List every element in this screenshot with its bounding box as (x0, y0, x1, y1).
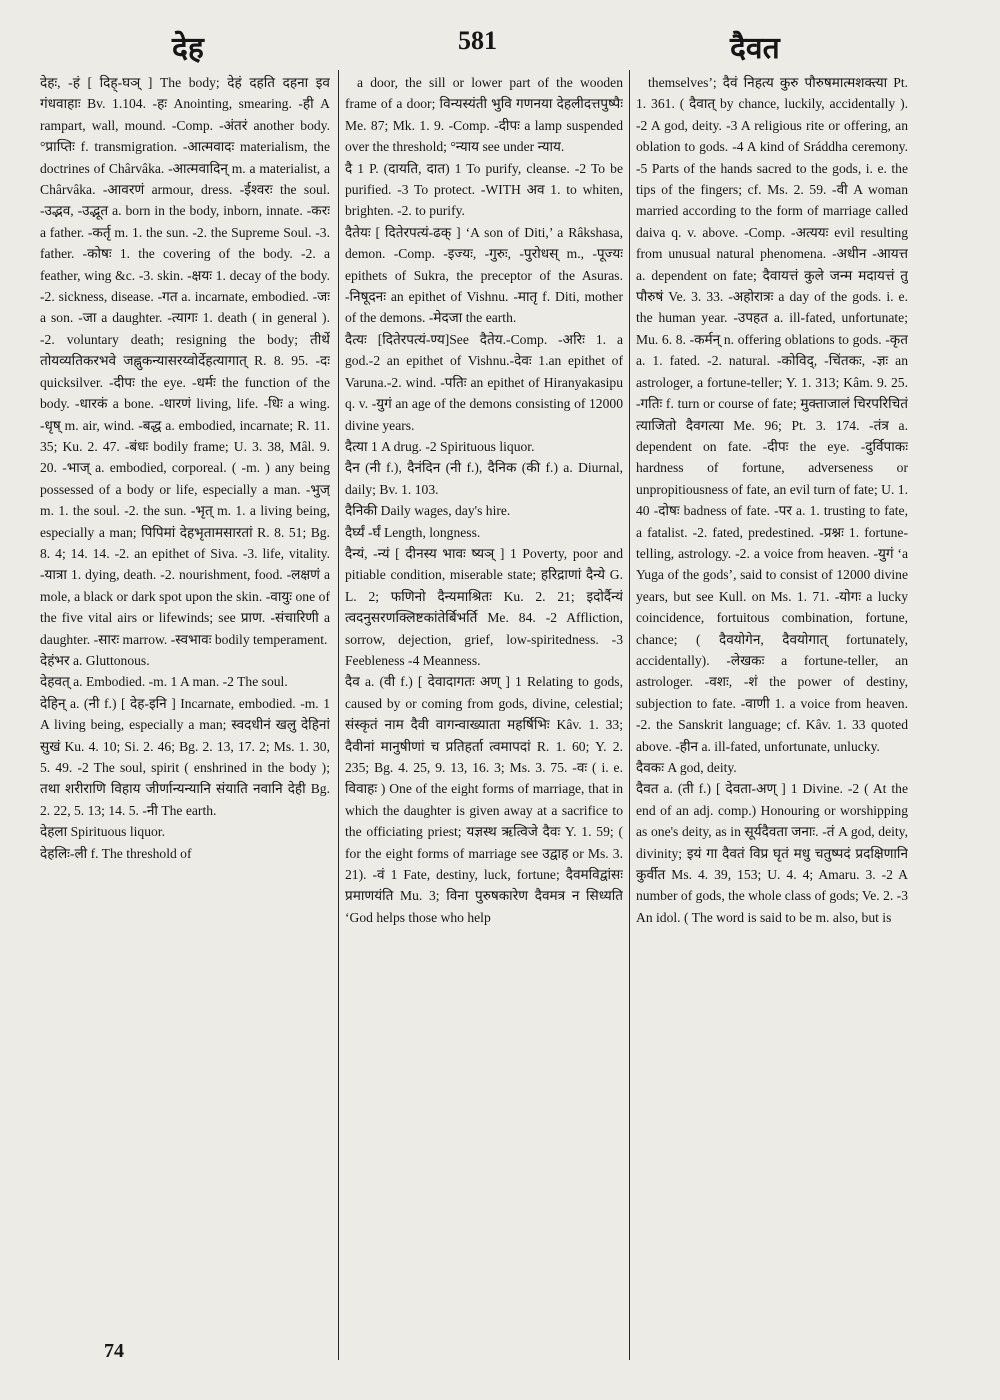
entry-daivata: दैवत a. (ती f.) [ देवता-अण् ] 1 Divine. -2 ( At the end of an adj. comp.) Honouring or worshipping as one's deity, as in सूर्यदैवता जनाः. -तं A god, deity, divinity; इयं गा दैवतं विप्र घृतं मधु चतुष्पदं प्रदक्षिणानि कुर्वीत Ms. 4. 39, 153; U. 4. 4; Amaru. 3. -2 A number of gods, the whole class of gods; Ve. 2. -3 An idol. ( The word is said to be m. also, but is (636, 781, 908, 925)
column-left (40, 72, 330, 1340)
entry-dehambhara: देहंभर a. Gluttonous. (40, 652, 150, 668)
first-headword: देह (172, 31, 204, 66)
column-middle (345, 72, 623, 1340)
page-number: 581 (458, 26, 497, 55)
column-divider (338, 70, 339, 1360)
entry-daiva-continued: themselves’; दैवं निहत्य कुरु पौरुषमात्मशक्त्या Pt. 1. 361. ( दैवात् by chance, luckily, accidentally ). -2 A god, deity. -3 A religious rite or offering, an oblation to gods. -4 A kind of Sráddha ceremony. -5 Parts of the hands sacred to the gods, i. e. the tips of the fingers; cf. Ms. 2. 59. -वी A woman married according to the form of marriage called daiva q. v. above. -Comp. -अत्ययः evil resulting from unusual natural phenomena. -अधीन -आयत्त a. dependent on fate; दैवायत्तं कुले जन्म मदायत्तं तु पौरुषं Ve. 3. 33. -अहोरात्रः a day of the gods. i. e. the human year. -उपहत a. ill-fated, unfortunate; Mu. 6. 8. -कर्मन् n. offering oblations to gods. -कृत a. 1. fated. -2. natural. -कोविद्, -चिंतकः, -ज्ञः an astrologer, a fortune-teller; Y. 1. 313; Kâm. 9. 25. -गतिः f. turn or course of fate; मुक्ताजालं चिरपरिचितं त्याजितो दैवगत्या Me. 96; Pt. 3. 174. -तंत्र a. dependent on fate. -दीपः the eye. -दुर्विपाकः hardness of fortune, adverseness or unpropitiousness of fate, an evil turn of fate; U. 1. 40 -दोषः badness of fate. -पर a. 1. trusting to fate, a fatalist. -2. fated, predestined. -प्रश्नः 1. fortune-telling, astrology. -2. a voice from heaven. -युगं ‘a Yuga of the gods’, said to consist of 12000 divine years, but see Kull. on Ms. 1. 71. -योगः a lucky coincidence, fortuitous combination, fortune, chance; ( दैवयोगेन, दैवयोगात् fortunately, accidentally). -लेखकः a fortune-teller, an astrologer. -वशः, -शं the power of destiny, subjection to fate. -वाणी 1. a voice from heaven. -2. the Sanskrit language; cf. Kâv. 1. 33 quoted above. -हीन a. ill-fated, unfortunate, unlucky. (636, 75, 908, 754)
entry-dai: दै 1 P. (दायति, दात) 1 To purify, cleanse. -2 To be purified. -3 To protect. -WITH अव 1. to whiten, brighten. -2. to purify. (345, 160, 623, 219)
column-divider (629, 70, 630, 1360)
entry-deha: देहः, -हं [ दिह्-घञ् ] The body; देहं दहति दहना इव गंधवाहाः Bv. 1.104. -हः Anointing, smearing. -ही A rampart, wall, mound. -Comp. -अंतरं another body. °प्राप्तिः f. transmigration. -आत्मवादः materialism, the doctrines of Chârvâka. -आत्मवादिन् m. a materialist, a Chârvâka. -आवरणं armour, dress. -ईश्वरः the soul. -उद्भव, -उद्भूत a. born in the body, inborn, innate. -करः a father. -कर्तृ m. 1. the sun. -2. the Supreme Soul. -3. father. -कोषः 1. the covering of the body. -2. a feather, wing &c. -3. skin. -क्षयः 1. decay of the body. -2. sickness, disease. -गत a. incarnate, embodied. -जः a son. -जा a daughter. -त्यागः 1. death ( in general ). -2. voluntary death; resigning the body; तीर्थे तोयव्यतिकरभवे जह्नुकन्यासरय्वोर्देहत्यागात् R. 8. 95. -दः quicksilver. -दीपः the eye. -धर्मः the function of the body. -धारकं a bone. -धारणं living, life. -धिः a wing. -धृष् m. air, wind. -बद्ध a. embodied, incarnate; R. 11. 35; Ku. 2. 47. -बंधः bodily frame; U. 3. 38, Mâl. 9. 20. -भाज् a. embodied, corporeal. ( -m. ) any being possessed of a body or life, especially a man. -भुज् m. 1. the soul. -2. the sun. -भृत् m. 1. a living being, especially a man; पिपिमां देहभृतामसारतां R. 8. 51; Bg. 8. 4; 14. 14. -2. an epithet of Siva. -3. life, vitality. -यात्रा 1. dying, death. -2. nourishment, food. -लक्षणं a mole, a black or dark spot upon the skin. -वायुः one of the five vital airs or lifewinds; see प्राण. -संचारिणी a daughter. -सारः marrow. -स्वभावः bodily temperament. (40, 75, 330, 647)
entry-dainya: दैन्यं, -न्यं [ दीनस्य भावः ष्यञ् ] 1 Poverty, poor and pitiable condition, miserable state; हरिद्राणां दैन्ये G. L. 2; फणिनो दैन्यमाश्रितः Ku. 2. 21; इदोर्दैन्यं त्वदनुसरणक्लिष्टकांतेर्बिभर्ति Me. 84. -2 Affliction, sorrow, dejection, grief, low-spiritedness. -3 Feebleness -4 Meanness. (345, 545, 623, 668)
entry-daiva: दैव a. (वी f.) [ देवादागतः अण् ] 1 Relating to gods, caused by or coming from gods, divine, celestial; संस्कृतं नाम दैवी वागन्वाख्याता महर्षिभिः Kâv. 1. 33; दैवीनां मानुषीणां च प्रतिहर्ता त्वमापदां R. 1. 60; Y. 2. 235; Bg. 4. 25, 9. 13, 16. 3; Ms. 3. 75. -वः ( i. e. विवाहः ) One of the eight forms of marriage, that in which the daughter is given away at a sacrifice to the officiating priest; यज्ञस्थ ऋत्विजे दैवः Y. 1. 59; ( for the eight forms of marriage see उद्वाह or Ms. 3. 21). -वं 1 Fate, destiny, luck, fortune; दैवमविद्वांसः प्रमाणयंति Mu. 3; विना पुरुषकारेण दैवमत्र न सिध्यति ‘God helps those who help (345, 674, 623, 925)
entry-dehali: देहलिः-ली f. The threshold of (40, 845, 192, 861)
last-headword: दैवत (730, 31, 780, 66)
entry-dainiki: दैनिकी Daily wages, day's hire. (345, 503, 511, 519)
entry-dehavat: देहवत् a. Embodied. -m. 1 A man. -2 The soul. (40, 674, 288, 690)
running-head (0, 22, 1000, 66)
entry-dehala: देहला Spirituous liquor. (40, 824, 165, 840)
column-right (636, 72, 908, 1340)
entry-dehin: देहिन् a. (नी f.) [ देह-इनि ] Incarnate, embodied. -m. 1 A living being, especially a man; स्वदधीनं खलु देहिनां सुखं Ku. 4. 10; Si. 2. 46; Bg. 2. 13, 17. 2; Ms. 1. 30, 5. 49. -2 The soul, spirit ( enshrined in the body ); तथा शरीराणि विहाय जीर्णान्यन्यानि संयाति नवानि देही Bg. 2. 22, 5. 13; 14. 5. -नी The earth. (40, 695, 330, 818)
entry-dehali-continued: a door, the sill or lower part of the wooden frame of a door; विन्यस्यंती भुवि गणनया देहलीदत्तपुष्पैः Me. 87; Mk. 1. 9. -Comp. -दीपः a lamp suspended over the threshold; °न्याय see under न्याय. (345, 75, 623, 155)
entry-dairghya: दैर्घ्यं -र्घं Length, longness. (345, 524, 481, 540)
entry-daitya-drug: दैत्या 1 A drug. -2 Spirituous liquor. (345, 438, 535, 454)
entry-daitya: दैत्यः [दितेरपत्यं-ण्य]See दैतेय.-Comp. -अरिः 1. a god.-2 an epithet of Vishnu.-देवः 1.an epithet of Varuna.-2. wind. -पतिः an epithet of Hiranyakasipu q. v. -युगं an age of the demons consisting of 12000 divine years. (345, 331, 623, 433)
entry-daiteya: दैतेयः [ दितेरपत्यं-ढक् ] ‘A son of Diti,’ a Râkshasa, demon. -Comp. -इज्यः, -गुरुः, -पुरोधस् m., -पूज्यः epithets of Sukra, the preceptor of the Asuras. -निषूदनः an epithet of Vishnu. -मातृ f. Diti, mother of the demons. -मेदजा the earth. (345, 224, 623, 326)
entry-daina: दैन (नी f.), दैनंदिन (नी f.), दैनिक (की f.) a. Diurnal, daily; Bv. 1. 103. (345, 460, 623, 497)
signature-mark: 74 (104, 1340, 124, 1362)
entry-daivaka: दैवकः A god, deity. (636, 760, 737, 775)
